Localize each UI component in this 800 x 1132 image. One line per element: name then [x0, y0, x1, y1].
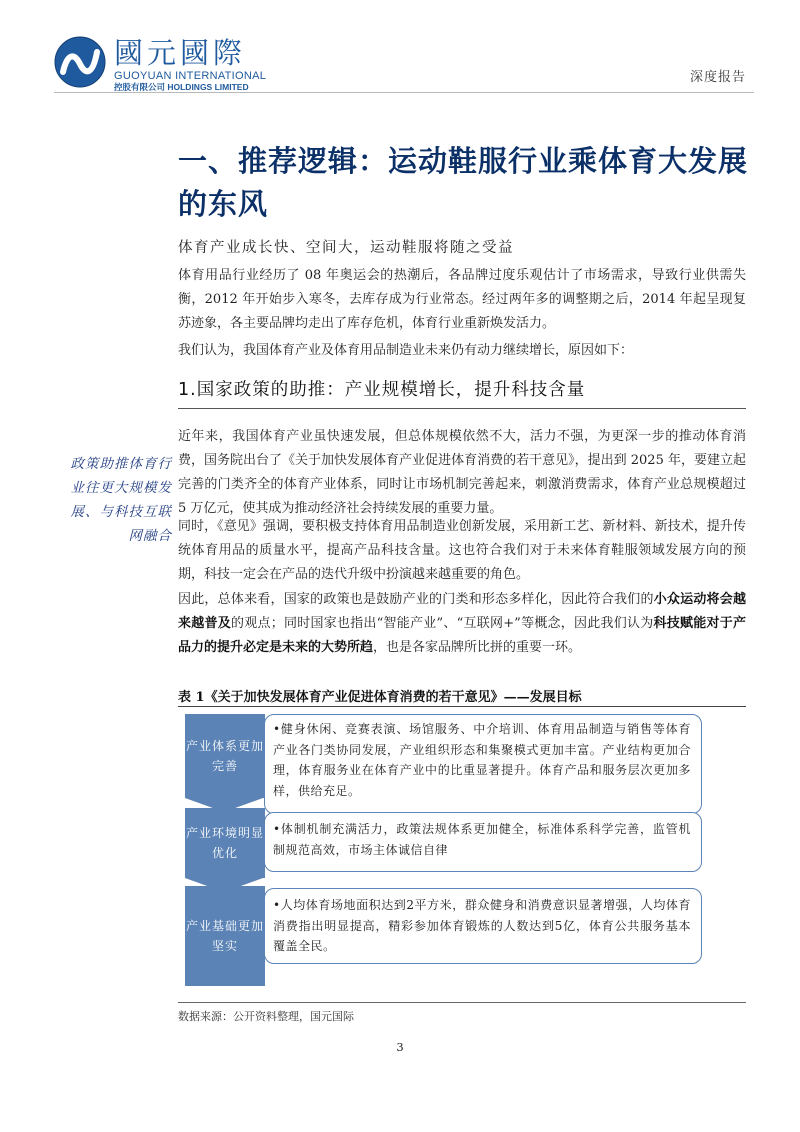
paragraph-industry-history: 体育用品行业经历了 08 年奥运会的热潮后，各品牌过度乐观估计了市场需求，导致行业供需失衡，2012 年开始步入寒冬，去库存成为行业常态。经过两年多的调整期之后，2014 年起呈现复苏迹象，各主要品牌均走出了库存危机，体育行业重新焕发活力。 — [178, 268, 746, 331]
table-row-text: •人均体育场地面积达到2平方米，群众健身和消费意识显著增强，人均体育消费指出明显提高，精彩参加体育锻炼的人数达到5亿，体育公共服务基本覆盖全民。 — [264, 888, 702, 964]
brand-chinese-name: 國元國際 — [114, 36, 247, 70]
header-divider — [54, 92, 754, 93]
page-subtitle: 体育产业成长快、空间大，运动鞋服将随之受益 — [178, 240, 514, 256]
data-source-note: 数据来源：公开资料整理，国元国际 — [178, 1010, 354, 1023]
conclusion-highlight-2: 科技赋能对于产品力的提升必定是未来的大势所趋 — [178, 616, 746, 655]
table-title-divider — [178, 706, 746, 707]
conclusion-text-2: 的观点；同时国家也指出“智能产业”、“互联网+”等概念，因此我们认为 — [230, 616, 654, 631]
report-type-label: 深度报告 — [689, 70, 746, 85]
source-divider — [178, 1002, 746, 1003]
page-number: 3 — [396, 1040, 404, 1054]
table-row-text: •体制机制充满活力，政策法规体系更加健全，标准体系科学完善，监管机制规范高效，市场主体诚信自律 — [264, 812, 702, 872]
paragraph-policy: 近年来，我国体育产业虽快速发展，但总体规模依然不大，活力不强，为更深一步的推动体育消费，国务院出台了《关于加快发展体育产业促进体育消费的若干意见》，提出到 2025 年，要建立起完善的门类齐全的体育产业体系，同时让市场机制完善起来，刺激消费需求，体育产业总规模超过 5 万亿元，使其成为推动经济社会持续发展的重要力量。 — [178, 429, 746, 516]
conclusion-highlight-1: 小众运动将会越来越普及 — [178, 592, 746, 631]
brand-subtitle: 控股有限公司 HOLDINGS LIMITED — [114, 82, 249, 92]
conclusion-text-3: ，也是各家品牌所比拼的重要一环。 — [373, 640, 582, 655]
table-row-label: 产业基础更加坚实 — [185, 886, 265, 986]
section-heading: 1.国家政策的助推：产业规模增长，提升科技含量 — [178, 380, 586, 400]
paragraph-conclusion — [178, 588, 746, 660]
section-divider — [178, 408, 746, 409]
table-row-label: 产业体系更加完善 — [185, 714, 265, 798]
paragraph-opinion: 同时，《意见》强调，要积极支持体育用品制造业创新发展，采用新工艺、新材料、新技术，提升传统体育用品的质量水平，提高产品科技含量。这也符合我们对于未来体育鞋服领域发展方向的预期，科技一定会在产品的迭代升级中扮演越来越重要的角色。 — [178, 519, 746, 582]
page-title: 一、推荐逻辑：运动鞋服行业乘体育大发展的东风 — [178, 144, 749, 221]
table-row-label: 产业环境明显优化 — [185, 808, 265, 878]
paragraph-reasons-intro: 我们认为，我国体育产业及体育用品制造业未来仍有动力继续增长，原因如下： — [178, 343, 634, 358]
brand-english-name: GUOYUAN INTERNATIONAL — [114, 70, 267, 82]
conclusion-text-1: 因此，总体来看，国家的政策也是鼓励产业的门类和形态多样化，因此符合我们的 — [178, 592, 654, 607]
table-title: 表 1《关于加快发展体育产业促进体育消费的若干意见》——发展目标 — [178, 690, 582, 705]
table-row-text: •健身休闲、竞赛表演、场馆服务、中介培训、体育用品制造与销售等体育产业各门类协同发展，产业组织形态和集聚模式更加丰富。产业结构更加合理，体育服务业在体育产业中的比重显著提升。体育产品和服务层次更加多样，供给充足。 — [264, 714, 702, 814]
company-logo-icon — [54, 36, 106, 88]
side-note: 政策助推体育行业往更大规模发展、与科技互联网融合 — [70, 456, 172, 544]
